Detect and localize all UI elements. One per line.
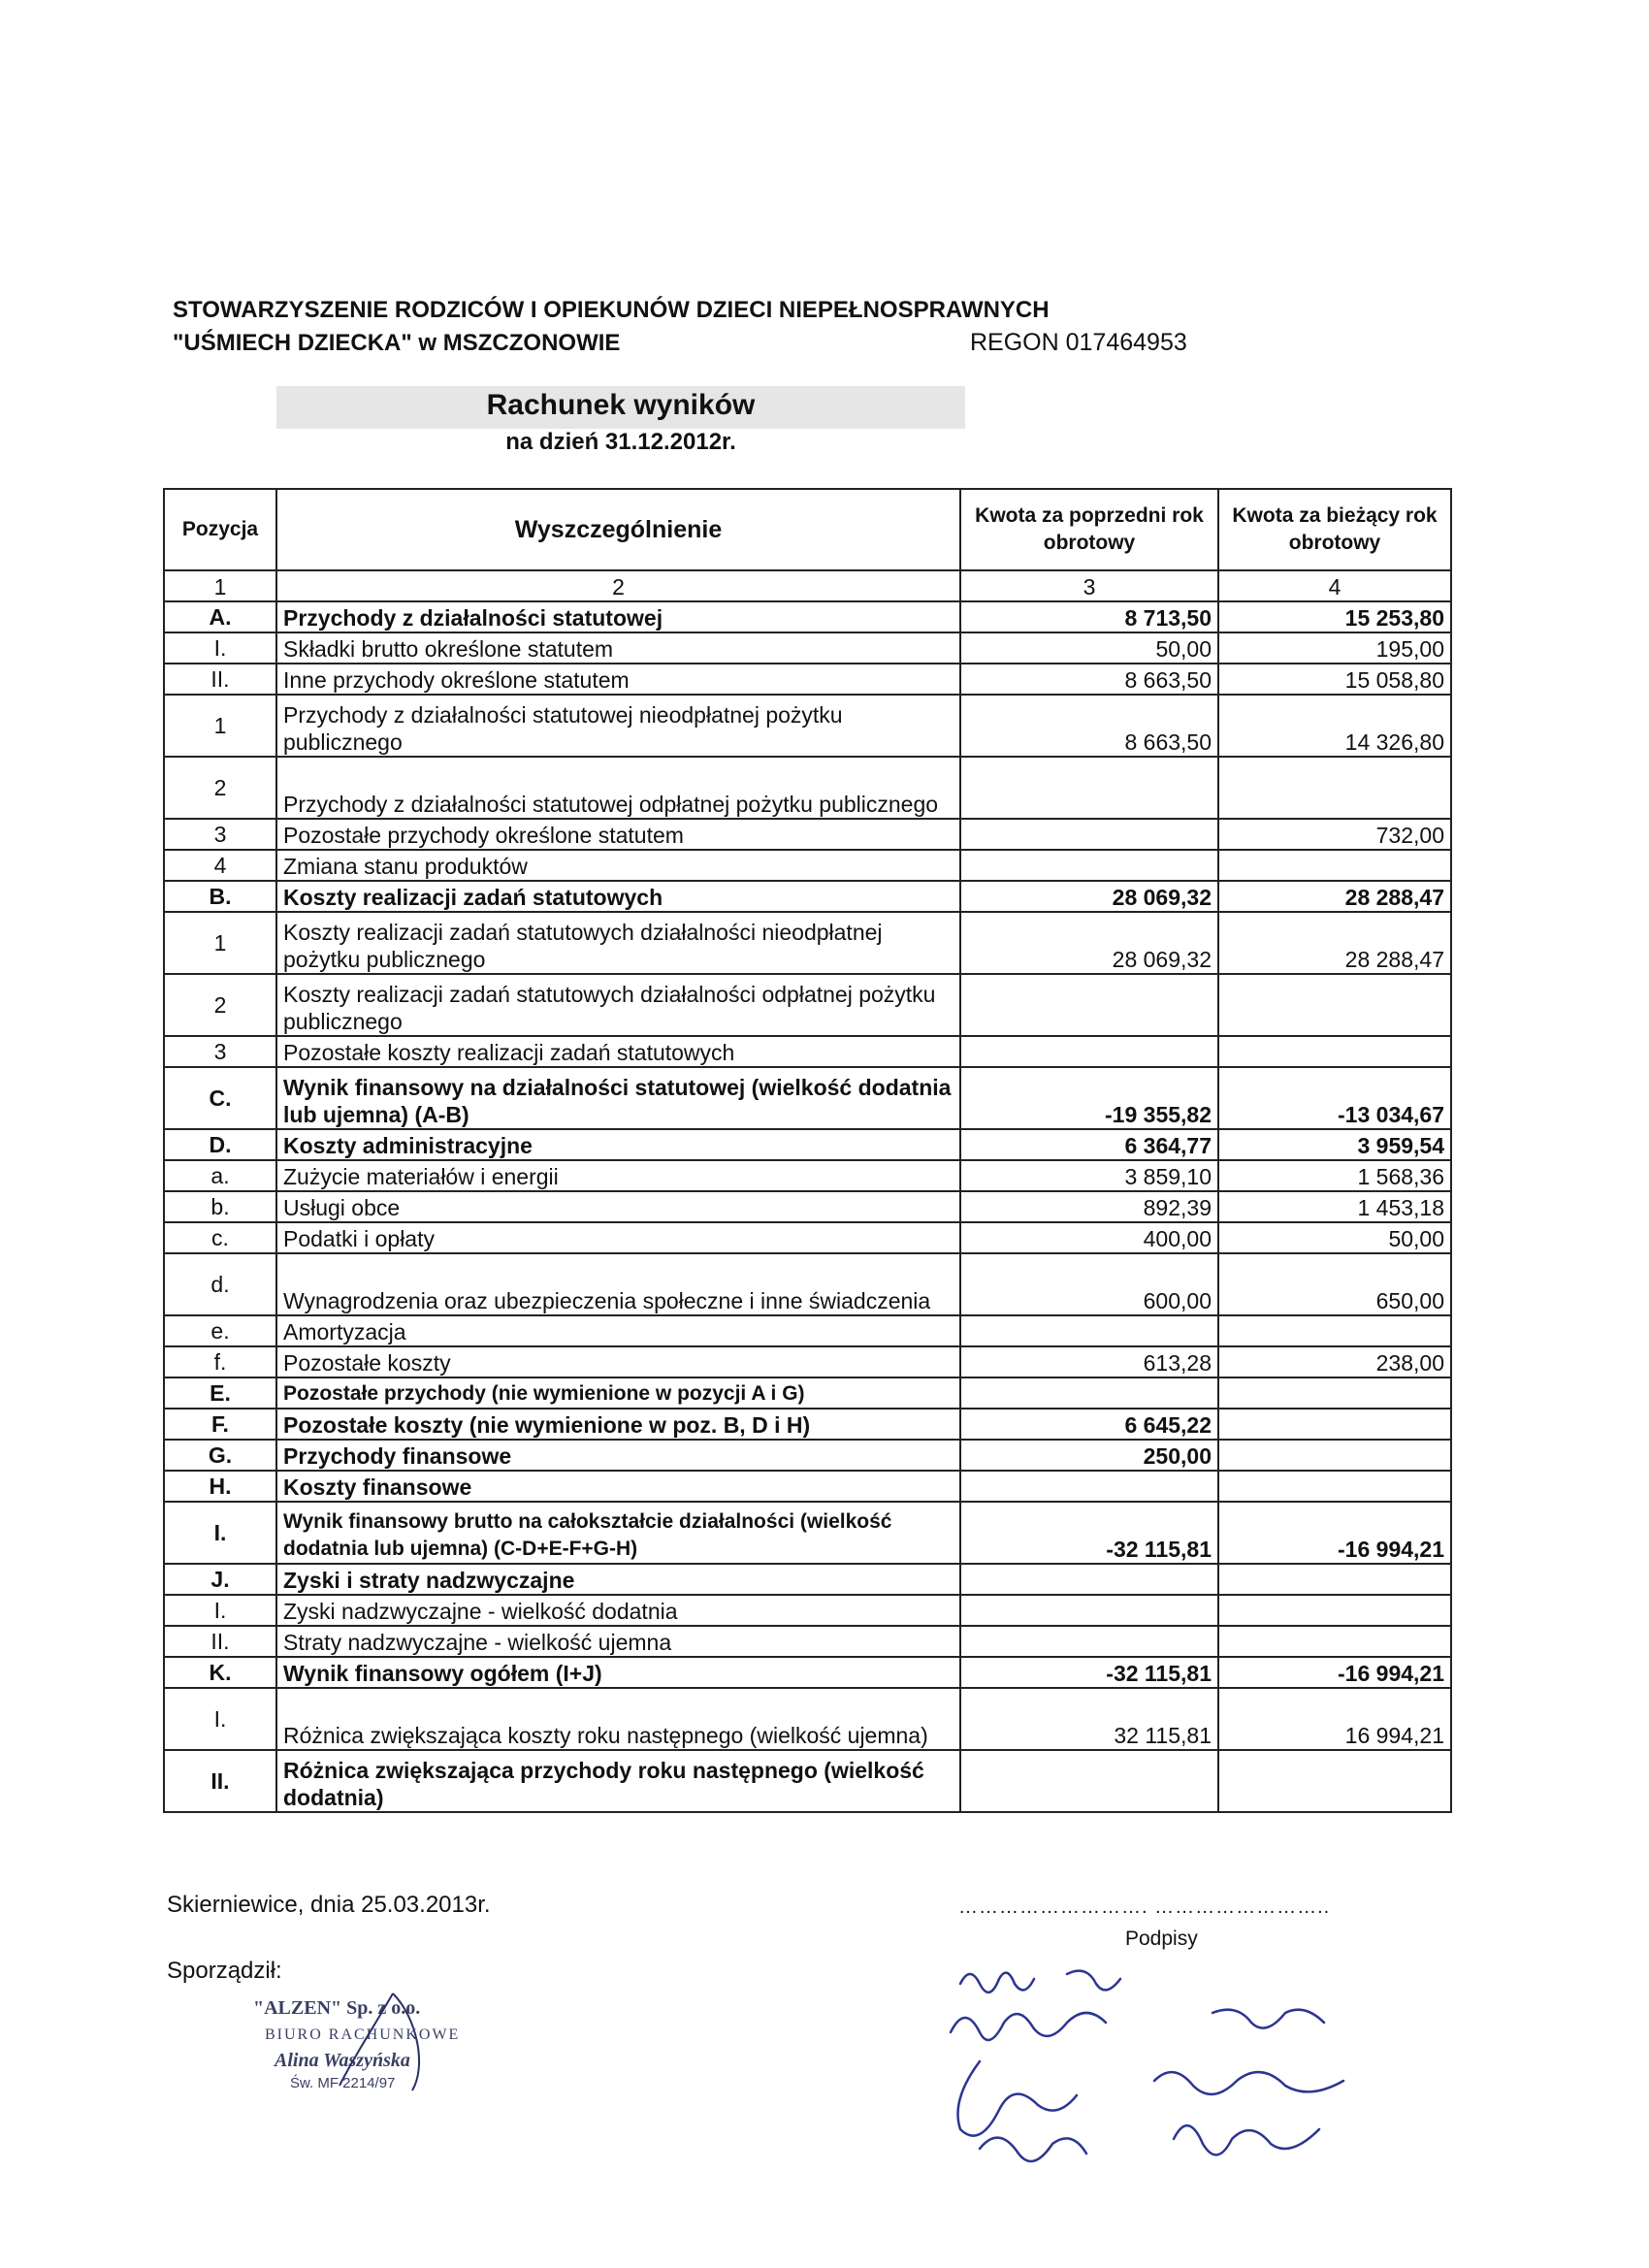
row-position: H. xyxy=(164,1471,276,1502)
row-description: Zyski i straty nadzwyczajne xyxy=(276,1564,960,1595)
row-description: Wynagrodzenia oraz ubezpieczenia społeczne i inne świadczenia xyxy=(276,1253,960,1315)
company-stamp xyxy=(247,1989,519,2095)
table-row xyxy=(164,1129,1451,1160)
row-position: 1 xyxy=(164,695,276,757)
row-current-year-amount: 1 568,36 xyxy=(1218,1160,1451,1191)
row-current-year-amount xyxy=(1218,1595,1451,1626)
table-row xyxy=(164,1626,1451,1657)
row-position: 1 xyxy=(164,912,276,974)
row-description: Koszty administracyjne xyxy=(276,1129,960,1160)
row-position: F. xyxy=(164,1409,276,1440)
row-current-year-amount: 3 959,54 xyxy=(1218,1129,1451,1160)
table-row xyxy=(164,1191,1451,1222)
table-row xyxy=(164,1595,1451,1626)
row-description: Wynik finansowy ogółem (I+J) xyxy=(276,1657,960,1688)
table-row xyxy=(164,1253,1451,1315)
row-description: Koszty finansowe xyxy=(276,1471,960,1502)
row-description: Zmiana stanu produktów xyxy=(276,850,960,881)
col-number: 2 xyxy=(276,570,960,601)
table-row xyxy=(164,632,1451,664)
stamp-line-4: Św. MF 2214/97 xyxy=(290,2075,396,2091)
table-row xyxy=(164,1502,1451,1564)
col-header-current-year: Kwota za bieżący rok obrotowy xyxy=(1218,489,1451,570)
row-position: I. xyxy=(164,632,276,664)
table-row xyxy=(164,819,1451,850)
org-line-2: "UŚMIECH DZIECKA" w MSZCZONOWIE xyxy=(173,330,621,356)
table-row xyxy=(164,695,1451,757)
row-previous-year-amount: -32 115,81 xyxy=(960,1502,1218,1564)
row-position: f. xyxy=(164,1346,276,1377)
row-current-year-amount xyxy=(1218,1440,1451,1471)
row-current-year-amount xyxy=(1218,1036,1451,1067)
table-row xyxy=(164,601,1451,632)
row-previous-year-amount: -19 355,82 xyxy=(960,1067,1218,1129)
row-position: G. xyxy=(164,1440,276,1471)
stamp-line-2: BIURO RACHUNKOWE xyxy=(265,2026,461,2043)
signature-2 xyxy=(951,2010,1324,2040)
income-statement-table xyxy=(163,488,1452,1813)
table-row xyxy=(164,1036,1451,1067)
stamp-line-1: "ALZEN" Sp. z o.o. xyxy=(253,1997,421,2019)
row-previous-year-amount: 50,00 xyxy=(960,632,1218,664)
row-current-year-amount: -13 034,67 xyxy=(1218,1067,1451,1129)
row-position: 3 xyxy=(164,819,276,850)
row-position: a. xyxy=(164,1160,276,1191)
row-previous-year-amount xyxy=(960,1315,1218,1346)
row-current-year-amount xyxy=(1218,974,1451,1036)
row-current-year-amount: 732,00 xyxy=(1218,819,1451,850)
row-previous-year-amount xyxy=(960,757,1218,819)
table-row xyxy=(164,974,1451,1036)
row-current-year-amount xyxy=(1218,1409,1451,1440)
row-description: Inne przychody określone statutem xyxy=(276,664,960,695)
row-current-year-amount xyxy=(1218,1626,1451,1657)
row-current-year-amount: 15 058,80 xyxy=(1218,664,1451,695)
row-description: Podatki i opłaty xyxy=(276,1222,960,1253)
table-row xyxy=(164,1067,1451,1129)
row-position: J. xyxy=(164,1564,276,1595)
row-position: I. xyxy=(164,1595,276,1626)
header-row xyxy=(164,489,1451,570)
row-previous-year-amount xyxy=(960,819,1218,850)
row-previous-year-amount: 6 645,22 xyxy=(960,1409,1218,1440)
col-number: 1 xyxy=(164,570,276,601)
row-current-year-amount: 28 288,47 xyxy=(1218,881,1451,912)
row-previous-year-amount: 600,00 xyxy=(960,1253,1218,1315)
column-number-row xyxy=(164,570,1451,601)
row-description: Koszty realizacji zadań statutowych xyxy=(276,881,960,912)
row-current-year-amount: 15 253,80 xyxy=(1218,601,1451,632)
row-previous-year-amount: 8 713,50 xyxy=(960,601,1218,632)
row-current-year-amount: -16 994,21 xyxy=(1218,1502,1451,1564)
row-description: Zużycie materiałów i energii xyxy=(276,1160,960,1191)
row-description: Koszty realizacji zadań statutowych działalności nieodpłatnej pożytku publicznego xyxy=(276,912,960,974)
row-previous-year-amount xyxy=(960,1564,1218,1595)
row-description: Pozostałe przychody określone statutem xyxy=(276,819,960,850)
prepared-by-label: Sporządził: xyxy=(167,1958,282,1984)
table-row xyxy=(164,1440,1451,1471)
row-position: B. xyxy=(164,881,276,912)
table-row xyxy=(164,881,1451,912)
table-row xyxy=(164,1657,1451,1688)
row-description: Wynik finansowy na działalności statutowej (wielkość dodatnia lub ujemna) (A-B) xyxy=(276,1067,960,1129)
row-current-year-amount: 195,00 xyxy=(1218,632,1451,664)
row-description: Przychody z działalności statutowej xyxy=(276,601,960,632)
table-row xyxy=(164,664,1451,695)
row-previous-year-amount: 892,39 xyxy=(960,1191,1218,1222)
row-description: Różnica zwiększająca przychody roku następnego (wielkość dodatnia) xyxy=(276,1750,960,1812)
row-current-year-amount: -16 994,21 xyxy=(1218,1657,1451,1688)
table-row xyxy=(164,1160,1451,1191)
table-body xyxy=(164,601,1451,1812)
table-row xyxy=(164,1409,1451,1440)
row-previous-year-amount: 250,00 xyxy=(960,1440,1218,1471)
row-previous-year-amount xyxy=(960,974,1218,1036)
row-current-year-amount: 1 453,18 xyxy=(1218,1191,1451,1222)
row-position: c. xyxy=(164,1222,276,1253)
row-current-year-amount xyxy=(1218,850,1451,881)
signature-lines: ………………………. …………………….. xyxy=(958,1896,1331,1918)
col-number: 3 xyxy=(960,570,1218,601)
row-current-year-amount xyxy=(1218,757,1451,819)
row-position: I. xyxy=(164,1688,276,1750)
row-current-year-amount xyxy=(1218,1377,1451,1409)
row-previous-year-amount xyxy=(960,1377,1218,1409)
row-position: II. xyxy=(164,664,276,695)
row-previous-year-amount: 28 069,32 xyxy=(960,881,1218,912)
row-previous-year-amount: 6 364,77 xyxy=(960,1129,1218,1160)
row-description: Zyski nadzwyczajne - wielkość dodatnia xyxy=(276,1595,960,1626)
row-position: 2 xyxy=(164,757,276,819)
row-position: 2 xyxy=(164,974,276,1036)
col-header-pozycja: Pozycja xyxy=(164,489,276,570)
row-previous-year-amount: -32 115,81 xyxy=(960,1657,1218,1688)
row-previous-year-amount: 32 115,81 xyxy=(960,1688,1218,1750)
signature-4 xyxy=(980,2125,1319,2161)
row-description: Wynik finansowy brutto na całokształcie działalności (wielkość dodatnia lub ujemna) (C-D+E-F+G-H) xyxy=(276,1502,960,1564)
table-row xyxy=(164,1750,1451,1812)
row-description: Amortyzacja xyxy=(276,1315,960,1346)
table-row xyxy=(164,1222,1451,1253)
row-position: e. xyxy=(164,1315,276,1346)
row-description: Usługi obce xyxy=(276,1191,960,1222)
row-previous-year-amount: 8 663,50 xyxy=(960,695,1218,757)
row-current-year-amount xyxy=(1218,1564,1451,1595)
row-previous-year-amount xyxy=(960,1750,1218,1812)
row-position: D. xyxy=(164,1129,276,1160)
row-current-year-amount xyxy=(1218,1471,1451,1502)
row-position: A. xyxy=(164,601,276,632)
regon-number: REGON 017464953 xyxy=(970,329,1187,356)
row-description: Koszty realizacji zadań statutowych działalności odpłatnej pożytku publicznego xyxy=(276,974,960,1036)
organization-name xyxy=(173,294,1050,360)
document-title: Rachunek wyników xyxy=(486,389,756,421)
table-row xyxy=(164,1564,1451,1595)
row-previous-year-amount xyxy=(960,1471,1218,1502)
row-position: I. xyxy=(164,1502,276,1564)
row-position: 4 xyxy=(164,850,276,881)
col-number: 4 xyxy=(1218,570,1451,601)
row-position: 3 xyxy=(164,1036,276,1067)
row-current-year-amount: 50,00 xyxy=(1218,1222,1451,1253)
row-current-year-amount: 28 288,47 xyxy=(1218,912,1451,974)
row-previous-year-amount xyxy=(960,1595,1218,1626)
row-previous-year-amount xyxy=(960,1036,1218,1067)
row-position: K. xyxy=(164,1657,276,1688)
row-position: II. xyxy=(164,1750,276,1812)
row-description: Pozostałe koszty realizacji zadań statutowych xyxy=(276,1036,960,1067)
table-row xyxy=(164,1471,1451,1502)
org-line-1: STOWARZYSZENIE RODZICÓW I OPIEKUNÓW DZIECI NIEPEŁNOSPRAWNYCH xyxy=(173,297,1050,323)
handwritten-signatures xyxy=(922,1955,1465,2217)
row-description: Składki brutto określone statutem xyxy=(276,632,960,664)
table-row xyxy=(164,912,1451,974)
table-row xyxy=(164,850,1451,881)
row-current-year-amount: 16 994,21 xyxy=(1218,1688,1451,1750)
row-previous-year-amount: 613,28 xyxy=(960,1346,1218,1377)
table-row xyxy=(164,1688,1451,1750)
row-description: Pozostałe przychody (nie wymienione w pozycji A i G) xyxy=(276,1377,960,1409)
row-description: Straty nadzwyczajne - wielkość ujemna xyxy=(276,1626,960,1657)
row-previous-year-amount xyxy=(960,850,1218,881)
place-and-date: Skierniewice, dnia 25.03.2013r. xyxy=(167,1892,491,1918)
signature-1 xyxy=(960,1971,1120,1993)
table-row xyxy=(164,757,1451,819)
table-row xyxy=(164,1346,1451,1377)
row-description: Przychody z działalności statutowej odpłatnej pożytku publicznego xyxy=(276,757,960,819)
row-previous-year-amount: 3 859,10 xyxy=(960,1160,1218,1191)
signature-3 xyxy=(958,2061,1344,2136)
row-current-year-amount: 14 326,80 xyxy=(1218,695,1451,757)
col-header-wyszczegolnienie: Wyszczególnienie xyxy=(276,489,960,570)
row-previous-year-amount: 400,00 xyxy=(960,1222,1218,1253)
row-current-year-amount: 650,00 xyxy=(1218,1253,1451,1315)
row-current-year-amount xyxy=(1218,1750,1451,1812)
row-current-year-amount xyxy=(1218,1315,1451,1346)
signatures-label: Podpisy xyxy=(1125,1928,1198,1950)
row-previous-year-amount xyxy=(960,1626,1218,1657)
row-position: b. xyxy=(164,1191,276,1222)
col-header-previous-year: Kwota za poprzedni rok obrotowy xyxy=(960,489,1218,570)
table-row xyxy=(164,1315,1451,1346)
row-description: Przychody finansowe xyxy=(276,1440,960,1471)
row-description: Przychody z działalności statutowej nieodpłatnej pożytku publicznego xyxy=(276,695,960,757)
table-row xyxy=(164,1377,1451,1409)
row-description: Pozostałe koszty xyxy=(276,1346,960,1377)
row-current-year-amount: 238,00 xyxy=(1218,1346,1451,1377)
row-description: Różnica zwiększająca koszty roku następnego (wielkość ujemna) xyxy=(276,1688,960,1750)
row-previous-year-amount: 8 663,50 xyxy=(960,664,1218,695)
stamp-line-3: Alina Waszyńska xyxy=(275,2050,410,2071)
document-date: na dzień 31.12.2012r. xyxy=(505,429,736,455)
row-previous-year-amount: 28 069,32 xyxy=(960,912,1218,974)
row-description: Pozostałe koszty (nie wymienione w poz. B, D i H) xyxy=(276,1409,960,1440)
row-position: C. xyxy=(164,1067,276,1129)
row-position: d. xyxy=(164,1253,276,1315)
row-position: II. xyxy=(164,1626,276,1657)
row-position: E. xyxy=(164,1377,276,1409)
